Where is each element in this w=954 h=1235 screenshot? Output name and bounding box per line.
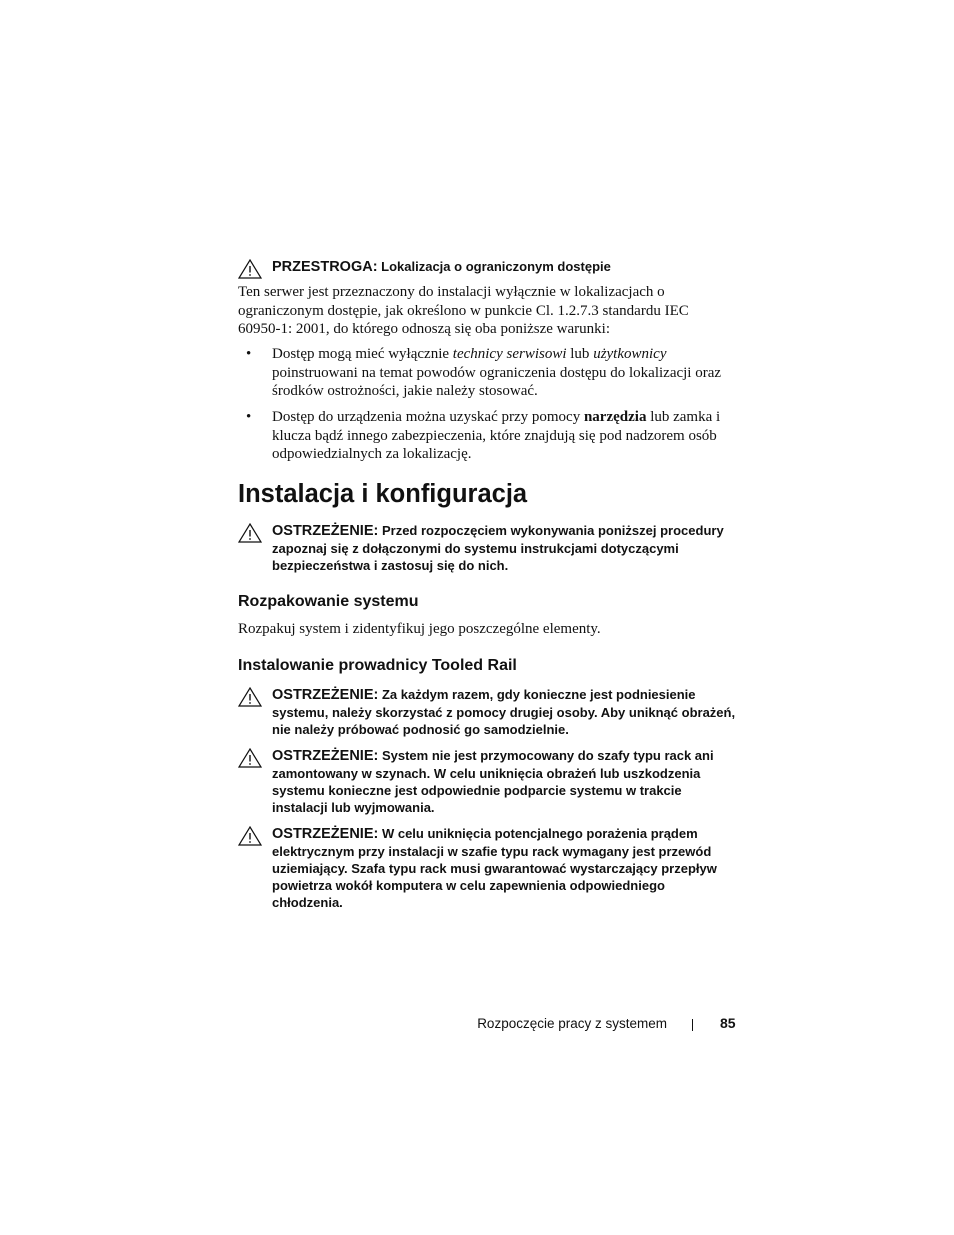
subsection-heading: Instalowanie prowadnicy Tooled Rail [238,657,517,674]
warning-label: OSTRZEŻENIE: [272,687,379,703]
warning-text: System nie jest przymocowany do szafy typu rack ani zamontowany w szynach. W celu uniknięcia obrażeń lub uszkodzenia systemu konieczne jest odpowiednie podparcie systemu w trakcie instalacji lub wyjmowania. [272,748,714,815]
bullet-icon: • [246,409,252,425]
bullet-emphasis: użytkownicy [593,346,667,362]
subsection-heading: Rozpakowanie systemu [238,593,419,610]
bullet-strong: narzędzia [583,409,647,425]
warning-label: OSTRZEŻENIE: [272,748,379,764]
warning-notice [238,825,738,911]
warning-notice [238,747,738,816]
warning-triangle-icon [238,523,262,543]
bullet-icon: • [246,346,252,362]
list-item [238,408,738,464]
unpack-paragraph: Rozpakuj system i zidentyfikuj jego poszczególne elementy. [238,621,601,637]
bullet-text: poinstruowani na temat powodów ograniczenia dostępu do lokalizacji oraz środków ostrożności, jakie należy stosować. [272,364,722,399]
caution-label: PRZESTROGA: [272,259,378,275]
list-item [238,345,738,401]
caution-triangle-icon [238,259,262,279]
warning-triangle-icon [238,687,262,707]
warning-triangle-icon [238,826,262,846]
footer-separator [692,1019,693,1031]
warning-label: OSTRZEŻENIE: [272,523,379,539]
section-heading: Instalacja i konfiguracja [238,480,528,508]
warning-text: Przed rozpoczęciem wykonywania poniższej procedury zapoznaj się z dołączonymi do systemu instrukcjami dotyczącymi bezpieczeństwa i zastosuj się do nich. [272,523,724,573]
footer-chapter-title: Rozpoczęcie pracy z systemem [477,1016,667,1031]
bullet-text: Dostęp do urządzenia można uzyskać przy pomocy [272,409,584,425]
bullet-text: lub [566,346,594,362]
warning-notice [238,522,738,574]
page-number: 85 [720,1015,736,1031]
bullet-text: lub zamka i klucza bądź innego zabezpieczenia, które znajdują się pod nadzorem osób odpowiedzialnych za lokalizację. [272,409,721,462]
bullet-text: Dostęp mogą mieć wyłącznie [272,346,453,362]
warning-notice [238,686,738,738]
caution-text: Lokalizacja o ograniczonym dostępie [381,259,611,274]
intro-paragraph: Ten serwer jest przeznaczony do instalacji wyłącznie w lokalizacjach o ograniczonym dostępie, jak określono w punkcie Cl. 1.2.7.3 standardu IEC 60950-1: 2001, do którego odnoszą się oba poniższe warunki: [238,284,689,337]
bullet-emphasis: technicy serwisowi [452,346,567,362]
warning-label: OSTRZEŻENIE: [272,826,379,842]
warning-text: Za każdym razem, gdy konieczne jest podniesienie systemu, należy skorzystać z pomocy drugiej osoby. Aby uniknąć obrażeń, nie należy próbować podnosić go samodzielnie. [272,687,736,737]
warning-text: W celu uniknięcia potencjalnego porażenia prądem elektrycznym przy instalacji w szafie typu rack wymagany jest przewód uziemiający. Szafa typu rack musi gwarantować wystarczający przepływ powietrza wokół komputera w celu zapewnienia odpowiedniego chłodzenia. [272,826,717,910]
warning-triangle-icon [238,748,262,768]
caution-notice [238,258,738,276]
